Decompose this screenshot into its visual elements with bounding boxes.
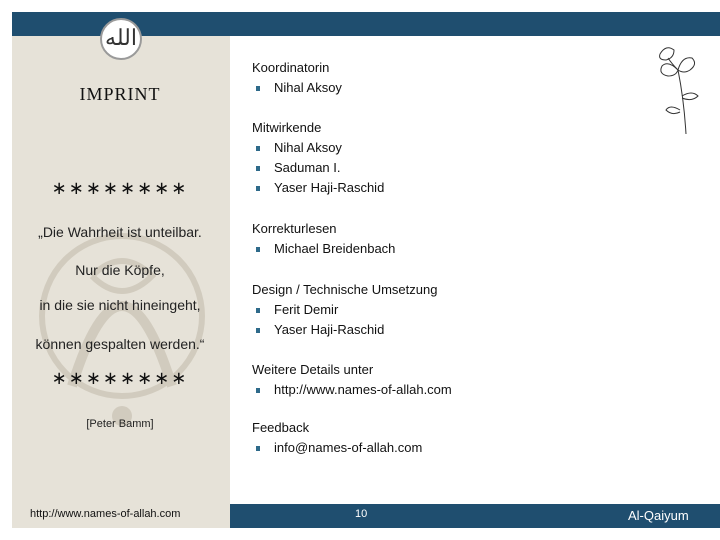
quote-author: [Peter Bamm] xyxy=(86,418,154,430)
quote-line-3: in die sie nicht hineingeht, xyxy=(39,297,201,313)
footer-title: Al-Qaiyum xyxy=(628,508,689,523)
bullet-icon xyxy=(256,388,260,393)
quote-line-2: Nur die Köpfe, xyxy=(75,262,165,278)
list-item xyxy=(252,320,437,340)
section-korrekturlesen xyxy=(252,219,395,259)
page-number: 10 xyxy=(355,508,368,520)
section-koordinatorin xyxy=(252,58,342,98)
flower-sketch-icon xyxy=(648,40,704,136)
bullet-icon xyxy=(256,446,260,451)
section-feedback xyxy=(252,418,422,458)
item-text: Ferit Demir xyxy=(274,302,339,317)
list-item[interactable] xyxy=(252,438,422,458)
footer-url-link[interactable]: http://www.names-of-allah.com xyxy=(30,508,181,520)
logo-glyph: الله xyxy=(105,26,137,51)
list-item[interactable] xyxy=(252,380,452,400)
section-title: Korrekturlesen xyxy=(252,221,337,236)
item-text: Michael Breidenbach xyxy=(274,241,396,256)
bullet-icon xyxy=(256,86,260,91)
section-title: Weitere Details unter xyxy=(252,362,374,377)
star-divider-top: ∗∗∗∗∗∗∗∗ xyxy=(51,178,189,198)
quote-line-4: können gespalten werden.“ xyxy=(35,336,205,352)
list-item xyxy=(252,178,384,198)
bullet-icon xyxy=(256,166,260,171)
section-mitwirkende xyxy=(252,118,384,198)
section-details xyxy=(252,360,452,400)
bullet-icon xyxy=(256,328,260,333)
website-link[interactable]: http://www.names-of-allah.com xyxy=(274,382,452,397)
section-title: Mitwirkende xyxy=(252,120,322,135)
quote-line-1: „Die Wahrheit ist unteilbar. xyxy=(38,224,202,240)
bullet-icon xyxy=(256,308,260,313)
list-item xyxy=(252,138,384,158)
allah-calligraphy-logo xyxy=(100,18,142,60)
section-title: Feedback xyxy=(252,420,310,435)
item-text: Nihal Aksoy xyxy=(274,80,342,95)
bullet-icon xyxy=(256,146,260,151)
item-text: Yaser Haji-Raschid xyxy=(274,180,385,195)
list-item xyxy=(252,239,395,259)
list-item xyxy=(252,78,342,98)
item-text: Nihal Aksoy xyxy=(274,140,342,155)
email-link[interactable]: info@names-of-allah.com xyxy=(274,440,423,455)
section-title: Design / Technische Umsetzung xyxy=(252,282,438,297)
section-title: Koordinatorin xyxy=(252,60,330,75)
item-text: Yaser Haji-Raschid xyxy=(274,322,385,337)
bullet-icon xyxy=(256,247,260,252)
list-item xyxy=(252,300,437,320)
bullet-icon xyxy=(256,186,260,191)
star-divider-bottom: ∗∗∗∗∗∗∗∗ xyxy=(51,368,189,388)
list-item xyxy=(252,158,384,178)
section-design xyxy=(252,280,437,340)
item-text: Saduman I. xyxy=(274,160,341,175)
imprint-heading: IMPRINT xyxy=(79,84,161,104)
